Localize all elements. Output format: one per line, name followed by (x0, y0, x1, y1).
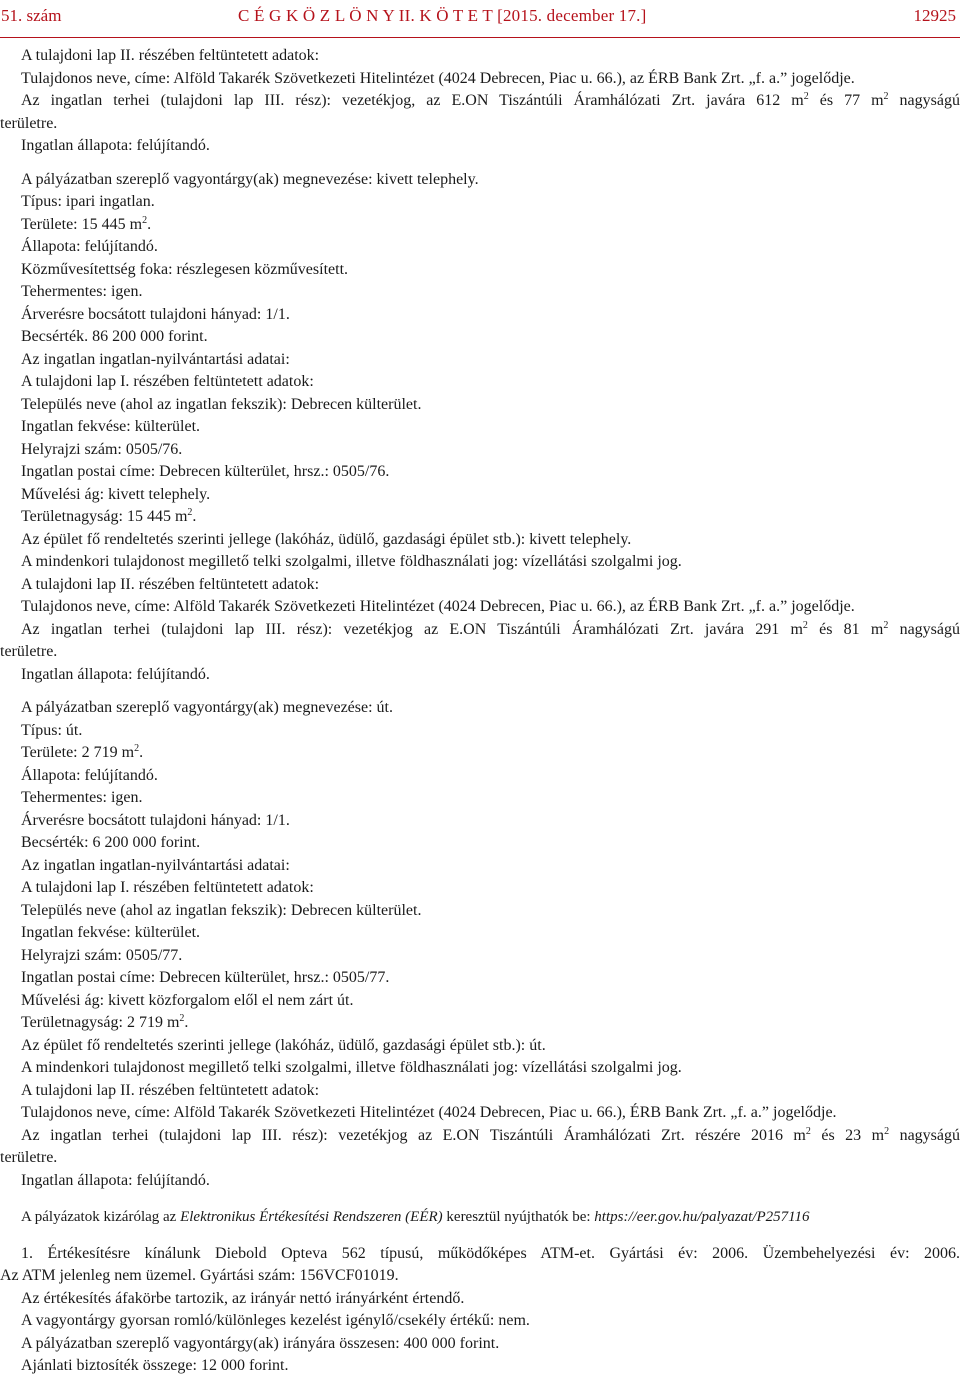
text-line: Típus: út. (21, 721, 83, 739)
text-line: Területnagyság: 2 719 $m^2$. (21, 1013, 189, 1031)
text-line: A mindenkori tulajdonost megillető telki szolgalmi, illetve földhasználati jog: vízellátási szolgalmi jog. (21, 1059, 682, 1076)
text-line: Árverésre bocsátott tulajdoni hányad: 1/1. (21, 811, 290, 829)
text-line: Település neve (ahol az ingatlan fekszik): Debrecen külterület. (21, 901, 422, 919)
eer-link[interactable]: https://eer.gov.hu/palyazat/P257116 (594, 1209, 810, 1225)
text-line: Területnagyság: 15 445 $m^2$. (21, 507, 197, 525)
page-number: 12925 (913, 6, 956, 25)
text-line: Tulajdonos neve, címe: Alföld Takarék Szövetkezeti Hitelintézet (4024 Debrecen, Piac u. 66.), az ÉRB Bank Zrt. „f. a.” jogelődje. (21, 69, 855, 87)
eer-system-name: Elektronikus Értékesítési Rendszeren (EÉR) (180, 1209, 443, 1225)
text-line: Az ATM jelenleg nem üzemel. Gyártási szám: 156VCF01019. (0, 1267, 399, 1284)
page-header (0, 5, 960, 31)
text-line: Tehermentes: igen. (21, 283, 143, 300)
text-line: A pályázatban szereplő vagyontárgy(ak) megnevezése: út. (21, 699, 393, 716)
text-line: Helyrajzi szám: 0505/76. (21, 440, 183, 458)
text-line: A tulajdoni lap I. részében feltüntetett adatok: (21, 373, 314, 390)
text-line: A vagyontárgy gyorsan romló/különleges kezelést igénylő/csekély értékű: nem. (21, 1312, 530, 1329)
text-line: Ingatlan állapota: felújítandó. (21, 665, 210, 683)
text-line: Ingatlan állapota: felújítandó. (21, 1171, 210, 1189)
text-line: Becsérték. 86 200 000 forint. (21, 328, 208, 345)
document-body (0, 45, 960, 1378)
text-line: Ingatlan postai címe: Debrecen külterület, hrsz.: 0505/77. (21, 969, 390, 986)
text-line: Típus: ipari ingatlan. (21, 193, 155, 210)
text-line: Közművesítettség foka: részlegesen közművesített. (21, 260, 349, 278)
text-line: Állapota: felújítandó. (21, 766, 158, 784)
text-line: A tulajdoni lap II. részében feltüntetett adatok: (21, 47, 320, 64)
text-line: Ingatlan állapota: felújítandó. (21, 137, 210, 154)
text-line: Becsérték: 6 200 000 forint. (21, 834, 201, 851)
text-line: Területe: 2 719 $m^2$. (21, 743, 144, 761)
text-line: Művelési ág: kivett telephely. (21, 485, 211, 503)
text-line: Az ingatlan ingatlan-nyilvántartási adatai: (21, 350, 290, 368)
text-line: Területe: 15 445 $m^2$. (21, 214, 152, 233)
text-line: Település neve (ahol az ingatlan fekszik): Debrecen külterület. (21, 395, 422, 413)
text-line: Az ingatlan terhei (tulajdoni lap III. rész): vezetékjog az E.ON Tiszántúli Áramhálózati Zrt. javára 291 $m^2$ és 81 $m^2$ nagyságú (21, 619, 960, 638)
text-line: Ajánlati biztosíték összege: 12 000 forint. (21, 1357, 289, 1374)
text-line: Tehermentes: igen. (21, 789, 143, 806)
header-rule (0, 37, 960, 38)
text-line: Művelési ág: kivett közforgalom elől el nem zárt út. (21, 991, 354, 1009)
text-line: A tulajdoni lap II. részében feltüntetett adatok: (21, 1081, 320, 1099)
issue-number: 51. szám (1, 6, 62, 25)
text-line: Az ingatlan terhei (tulajdoni lap III. rész): vezetékjog az E.ON Tiszántúli Áramhálózati Zrt. részére 2016 $m^2$ és 23 $m^2$ nagyságú (21, 1125, 960, 1144)
text-line: Helyrajzi szám: 0505/77. (21, 946, 183, 964)
text-line: Ingatlan fekvése: külterület. (21, 924, 201, 941)
text-line: A tulajdoni lap II. részében feltüntetett adatok: (21, 575, 320, 593)
text-line: Az épület fő rendeltetés szerinti jellege (lakóház, üdülő, gazdasági épület stb.): kivett telephely. (21, 530, 632, 548)
text-line: területre. (0, 1149, 58, 1166)
text-line: A mindenkori tulajdonost megillető telki szolgalmi, illetve földhasználati jog: vízellátási szolgalmi jog. (21, 553, 682, 570)
text-line: Az értékesítés áfakörbe tartozik, az irányár nettó irányárként értendő. (21, 1289, 465, 1307)
text-line: Ingatlan postai címe: Debrecen külterület, hrsz.: 0505/76. (21, 463, 390, 480)
text-line: A tulajdoni lap I. részében feltüntetett adatok: (21, 879, 314, 896)
text-line: Árverésre bocsátott tulajdoni hányad: 1/1. (21, 305, 290, 323)
text-line: Állapota: felújítandó. (21, 238, 158, 255)
text-line: A pályázatban szereplő vagyontárgy(ak) irányára összesen: 400 000 forint. (21, 1334, 500, 1352)
text-line: A pályázatban szereplő vagyontárgy(ak) megnevezése: kivett telephely. (21, 170, 479, 188)
text-line: 1. Értékesítésre kínálunk Diebold Opteva 562 típusú, működőképes ATM-et. Gyártási év: 2006. Üzembehelyezési év: 2006. (21, 1244, 960, 1262)
text-line: Tulajdonos neve, címe: Alföld Takarék Szövetkezeti Hitelintézet (4024 Debrecen, Piac u. 66.), az ÉRB Bank Zrt. „f. a.” jogelődje. (21, 598, 855, 615)
journal-title: C É G K Ö Z L Ö N Y II. K Ö T E T [2015. december 17.] (238, 6, 647, 25)
text-line: Ingatlan fekvése: külterület. (21, 418, 201, 435)
submission-notice: A pályázatok kizárólag az Elektronikus Értékesítési Rendszeren (EÉR) keresztül nyújthatók be: https://eer.gov.hu/palyazat/P257116 (21, 1209, 810, 1225)
text-line: Az épület fő rendeltetés szerinti jellege (lakóház, üdülő, gazdasági épület stb.): út. (21, 1036, 546, 1054)
text-line: Az ingatlan ingatlan-nyilvántartási adatai: (21, 856, 290, 874)
text-line: területre. (0, 643, 58, 660)
text-line: Tulajdonos neve, címe: Alföld Takarék Szövetkezeti Hitelintézet (4024 Debrecen, Piac u. 66.), ÉRB Bank Zrt. „f. a.” jogelődje. (21, 1104, 837, 1121)
text-line: Az ingatlan terhei (tulajdoni lap III. rész): vezetékjog, az E.ON Tiszántúli Áramhálózati Zrt. javára 612 $m^2$ és 77 $m^2$ nagyságú (21, 91, 960, 109)
text-line: területre. (0, 114, 58, 132)
